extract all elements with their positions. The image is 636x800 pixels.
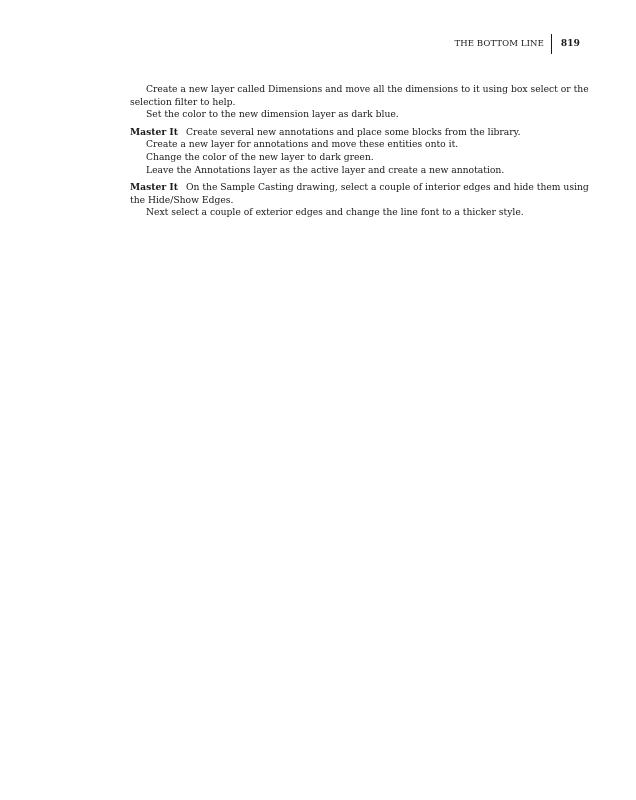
running-head-divider (551, 34, 552, 54)
master-it-label: Master It (130, 126, 178, 138)
master-it-2 (130, 182, 590, 207)
running-head (455, 35, 580, 53)
master-it-2-lead: On the Sample Casting drawing, select a couple of interior edges and hide them using the Hide/Show Edges. (130, 182, 589, 206)
page-body (130, 84, 590, 220)
master-it-label: Master It (130, 182, 178, 194)
master-it-2-step-2: Next select a couple of exterior edges and change the line font to a thicker style. (146, 207, 524, 219)
master-it-1-step-4: Leave the Annotations layer as the active layer and create a new annotation. (146, 164, 505, 176)
intro-paragraph: Create a new layer called Dimensions and move all the dimensions to it using box select or the selection filter to help. (130, 84, 589, 108)
intro-paragraph-color: Set the color to the new dimension layer as dark blue. (146, 109, 399, 121)
running-head-title: THE BOTTOM LINE (454, 39, 544, 49)
master-it-1-step-2: Create a new layer for annotations and move these entities onto it. (146, 139, 459, 151)
master-it-1-lead: Create several new annotations and place some blocks from the library. (185, 126, 521, 138)
page-number: 819 (560, 39, 580, 49)
master-it-1-step-3: Change the color of the new layer to dark green. (146, 151, 374, 163)
master-it-1 (130, 127, 590, 140)
